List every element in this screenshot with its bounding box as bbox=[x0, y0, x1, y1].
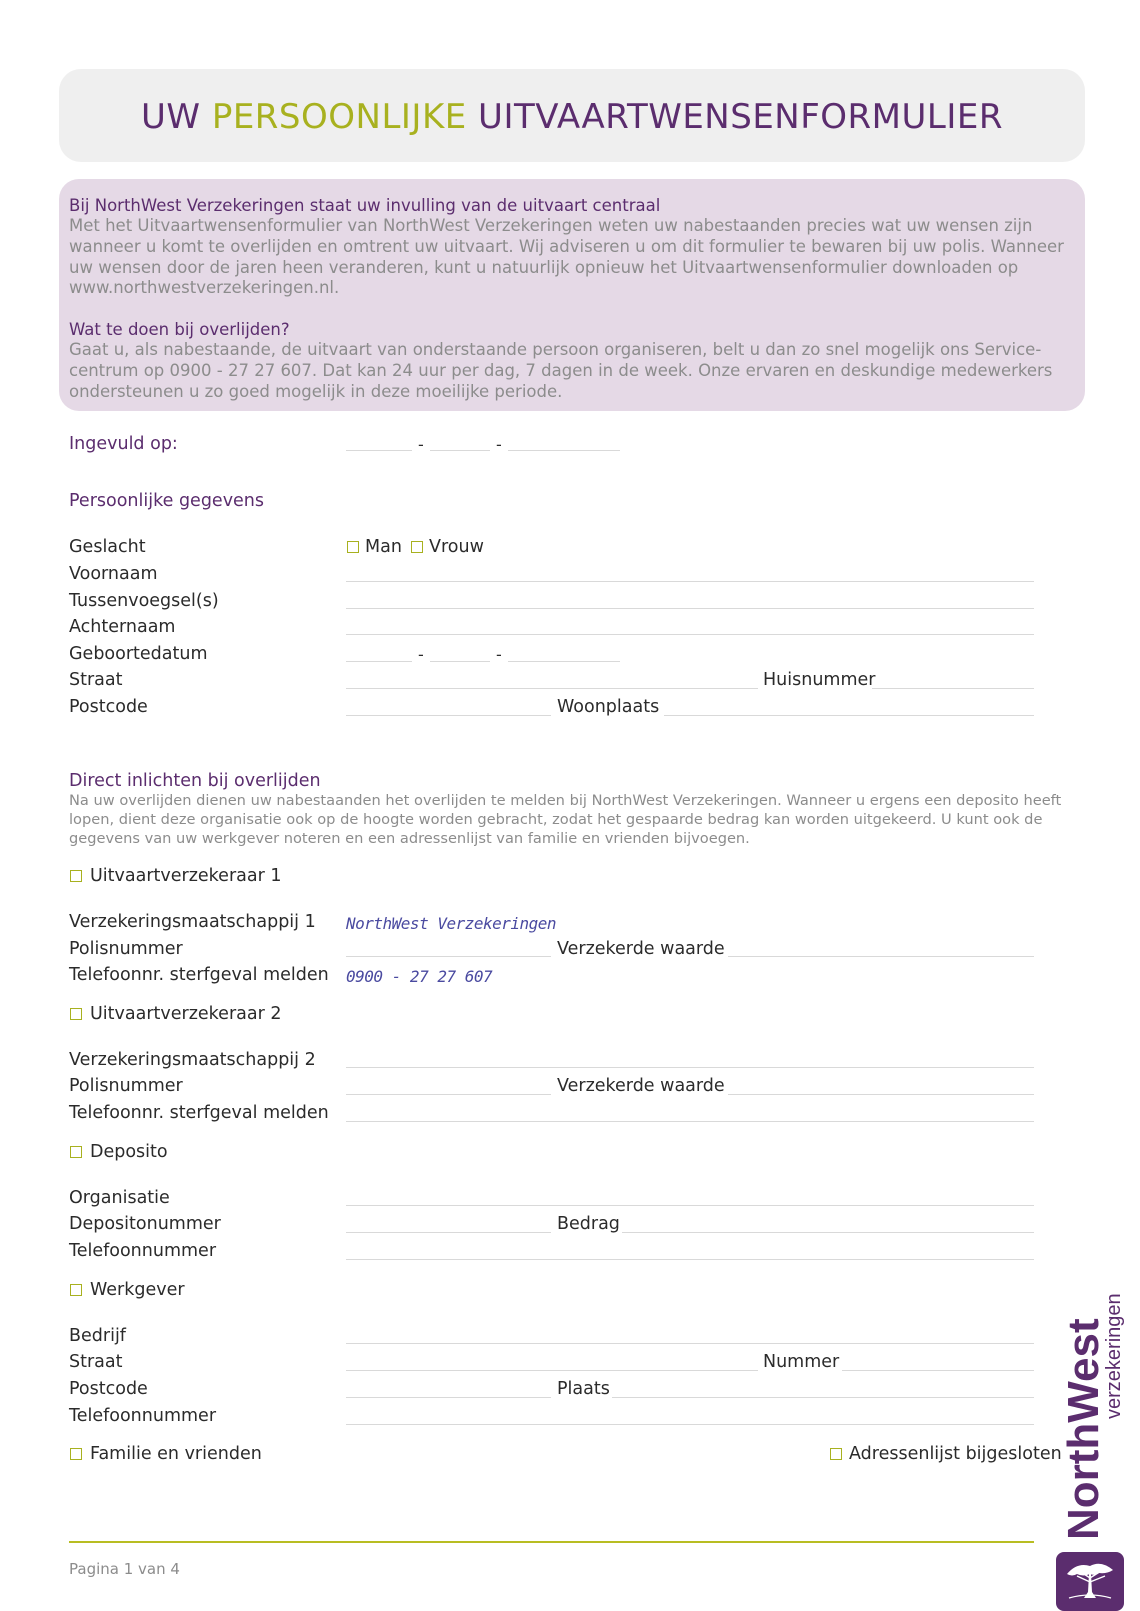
family-label: Familie en vrienden bbox=[90, 1444, 262, 1464]
direct-paragraph: Na uw overlijden dienen uw nabestaanden het overlijden te melden bij NorthWest Verzekeringen. Wanneer u ergens een deposito heeft lopen, dient deze organisatie ook op de hoogte worden gebracht, zodat het gespaarde bedrag kan worden uitgekeerd. U kunt ook de gegevens van uw werkgever noteren en een adressenlijst van familie en vrienden bijvoegen. bbox=[69, 792, 1062, 847]
birth-month-field[interactable] bbox=[430, 661, 490, 662]
organisation-field[interactable] bbox=[346, 1205, 1034, 1206]
birth-date-label: Geboortedatum bbox=[69, 644, 208, 664]
insurer1-value-label: Verzekerde waarde bbox=[557, 939, 725, 959]
tree-icon bbox=[1056, 1552, 1124, 1611]
employer-checkbox[interactable] bbox=[70, 1284, 82, 1296]
street-label: Straat bbox=[69, 670, 123, 690]
company-field[interactable] bbox=[346, 1343, 1034, 1344]
insurer1-policy-label: Polisnummer bbox=[69, 939, 183, 959]
insurer2-value-field[interactable] bbox=[728, 1094, 1034, 1095]
deposit-number-field[interactable] bbox=[346, 1232, 551, 1233]
insurer1-policy-field[interactable] bbox=[346, 956, 551, 957]
employer-phone-label: Telefoonnummer bbox=[69, 1406, 217, 1426]
first-name-label: Voornaam bbox=[69, 564, 158, 584]
infix-field[interactable] bbox=[346, 608, 1034, 609]
insurer2-policy-label: Polisnummer bbox=[69, 1076, 183, 1096]
birth-day-field[interactable] bbox=[346, 661, 412, 662]
employer-number-field[interactable] bbox=[842, 1370, 1034, 1371]
last-name-label: Achternaam bbox=[69, 617, 176, 637]
street-field[interactable] bbox=[346, 688, 758, 689]
deposit-checkbox[interactable] bbox=[70, 1146, 82, 1158]
woman-label: Vrouw bbox=[429, 537, 484, 557]
organisation-label: Organisatie bbox=[69, 1188, 170, 1208]
infix-label: Tussenvoegsel(s) bbox=[69, 591, 219, 611]
insurer1-label: Uitvaartverzekeraar 1 bbox=[90, 866, 282, 886]
address-list-label: Adressenlijst bijgesloten bbox=[849, 1444, 1062, 1464]
deposit-phone-field[interactable] bbox=[346, 1259, 1034, 1260]
amount-field[interactable] bbox=[622, 1232, 1034, 1233]
insurer2-phone-field[interactable] bbox=[346, 1121, 1034, 1122]
house-number-label: Huisnummer bbox=[763, 670, 876, 690]
employer-label: Werkgever bbox=[90, 1280, 185, 1300]
title-highlight: PERSOONLIJKE bbox=[211, 97, 467, 137]
employer-postcode-field[interactable] bbox=[346, 1397, 551, 1398]
filled-day-field[interactable] bbox=[346, 450, 412, 451]
woman-checkbox[interactable] bbox=[411, 541, 423, 553]
logo-brand-text: NorthWest bbox=[1059, 1318, 1108, 1540]
page-number: Pagina 1 van 4 bbox=[69, 1560, 180, 1578]
employer-city-field[interactable] bbox=[612, 1397, 1034, 1398]
deposit-phone-label: Telefoonnummer bbox=[69, 1241, 217, 1261]
death-heading: Wat te doen bij overlijden? bbox=[69, 320, 290, 339]
personal-heading: Persoonlijke gegevens bbox=[69, 491, 265, 511]
postcode-label: Postcode bbox=[69, 697, 148, 717]
filled-year-field[interactable] bbox=[508, 450, 620, 451]
city-field[interactable] bbox=[664, 715, 1034, 716]
intro-heading: Bij NorthWest Verzekeringen staat uw invulling van de uitvaart centraal bbox=[69, 196, 661, 215]
man-label: Man bbox=[365, 537, 402, 557]
postcode-field[interactable] bbox=[346, 715, 551, 716]
insurer1-value-field[interactable] bbox=[728, 956, 1034, 957]
intro-paragraph: Met het Uitvaartwensenformulier van NorthWest Verzekeringen weten uw nabestaanden precies wat uw wensen zijn wanneer u komt te overlijden en omtrent uw uitvaart. Wij adviseren u om dit formulier te bewaren bij uw polis. Wanneer uw wensen door de jaren heen veranderen, kunt u natuurlijk opnieuw het Uitvaartwensenformulier downloaden op www.northwestverzekeringen.nl. bbox=[69, 216, 1064, 298]
employer-phone-field[interactable] bbox=[346, 1424, 1034, 1425]
last-name-field[interactable] bbox=[346, 634, 1034, 635]
insurer2-checkbox[interactable] bbox=[70, 1008, 82, 1020]
employer-city-label: Plaats bbox=[557, 1379, 610, 1399]
insurer1-phone-value[interactable]: 0900 - 27 27 607 bbox=[346, 967, 493, 986]
deposit-label: Deposito bbox=[90, 1142, 168, 1162]
employer-street-label: Straat bbox=[69, 1352, 123, 1372]
insurer2-company-label: Verzekeringsmaatschappij 2 bbox=[69, 1050, 316, 1070]
house-number-field[interactable] bbox=[872, 688, 1034, 689]
insurer1-company-label: Verzekeringsmaatschappij 1 bbox=[69, 912, 316, 932]
footer-divider bbox=[69, 1541, 1034, 1543]
employer-street-field[interactable] bbox=[346, 1370, 758, 1371]
first-name-field[interactable] bbox=[346, 581, 1034, 582]
deposit-number-label: Depositonummer bbox=[69, 1214, 221, 1234]
employer-number-label: Nummer bbox=[763, 1352, 840, 1372]
death-paragraph: Gaat u, als nabestaande, de uitvaart van onderstaande persoon organiseren, belt u dan zo snel mogelijk ons Service-centrum op 0900 - 27 27 607. Dat kan 24 uur per dag, 7 dagen in de week. Onze ervaren en deskundige medewerkers ondersteunen u zo goed mogelijk in deze moeilijke periode. bbox=[69, 340, 1053, 401]
insurer2-company-field[interactable] bbox=[346, 1067, 1034, 1068]
filled-month-field[interactable] bbox=[430, 450, 490, 451]
insurer2-label: Uitvaartverzekeraar 2 bbox=[90, 1004, 282, 1024]
employer-postcode-label: Postcode bbox=[69, 1379, 148, 1399]
logo-sub-text: verzekeringen bbox=[1103, 1293, 1125, 1419]
family-checkbox[interactable] bbox=[70, 1448, 82, 1460]
insurer2-value-label: Verzekerde waarde bbox=[557, 1076, 725, 1096]
man-checkbox[interactable] bbox=[347, 541, 359, 553]
insurer1-phone-label: Telefoonnr. sterfgeval melden bbox=[69, 965, 329, 985]
page-title: UW PERSOONLIJKE UITVAARTWENSENFORMULIER bbox=[141, 97, 1003, 137]
intro-panel bbox=[59, 179, 1085, 411]
northwest-logo bbox=[1055, 1290, 1140, 1611]
gender-label: Geslacht bbox=[69, 537, 146, 557]
direct-heading: Direct inlichten bij overlijden bbox=[69, 771, 321, 791]
birth-year-field[interactable] bbox=[508, 661, 620, 662]
insurer2-phone-label: Telefoonnr. sterfgeval melden bbox=[69, 1103, 329, 1123]
address-list-checkbox[interactable] bbox=[830, 1448, 842, 1460]
insurer1-company-value[interactable]: NorthWest Verzekeringen bbox=[346, 914, 557, 933]
title-banner bbox=[59, 69, 1085, 162]
company-label: Bedrijf bbox=[69, 1326, 126, 1346]
insurer2-policy-field[interactable] bbox=[346, 1094, 551, 1095]
filled-on-label: Ingevuld op: bbox=[69, 434, 178, 454]
insurer1-checkbox[interactable] bbox=[70, 870, 82, 882]
city-label: Woonplaats bbox=[557, 697, 660, 717]
amount-label: Bedrag bbox=[557, 1214, 620, 1234]
